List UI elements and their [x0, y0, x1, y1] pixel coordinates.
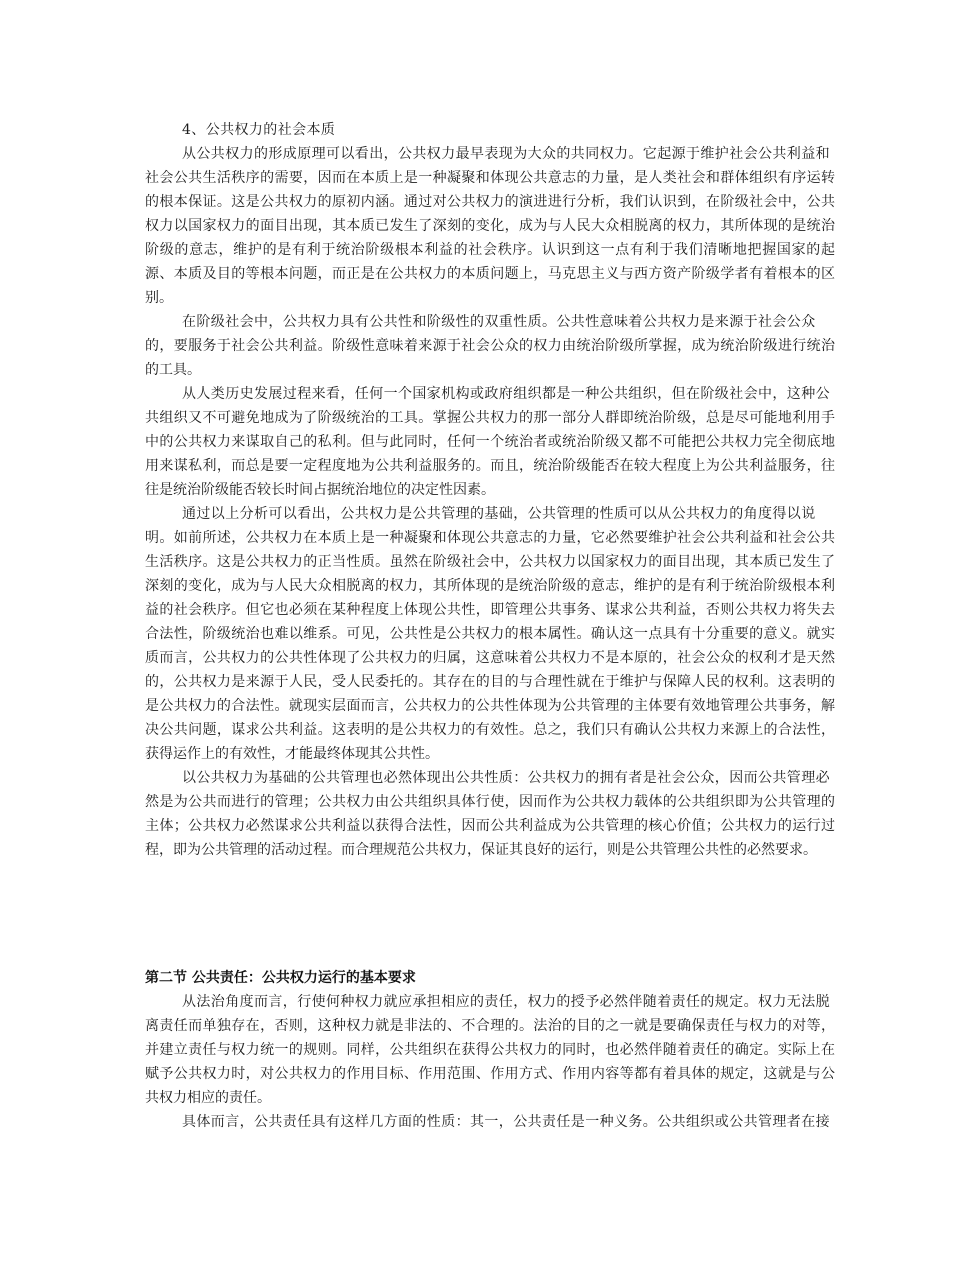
paragraph-line: 的，公共权力是来源于人民，受人民委托的。其存在的目的与合理性就在于维护与保障人民的权利。这表明的	[145, 674, 835, 690]
paragraph-line: 益的社会秩序。但它也必须在某种程度上体现公共性，即管理公共事务、谋求公共利益，否则公共权力将失去	[145, 602, 835, 618]
paragraph-line: 通过以上分析可以看出，公共权力是公共管理的基础，公共管理的性质可以从公共权力的角度得以说	[182, 506, 816, 522]
paragraph-line: 的工具。	[145, 362, 201, 378]
paragraph-line: 赋予公共权力时，对公共权力的作用目标、作用范围、作用方式、作用内容等都有着具体的规定，这就是与公	[145, 1066, 835, 1082]
paragraph-line: 程，即为公共管理的活动过程。而合理规范公共权力，保证其良好的运行，则是公共管理公共性的必然要求。	[145, 842, 817, 858]
paragraph-line: 从法治角度而言，行使何种权力就应承担相应的责任，权力的授予必然伴随着责任的规定。权力无法脱	[182, 994, 830, 1010]
paragraph-line: 权力以国家权力的面目出现，其本质已发生了深刻的变化，成为与人民大众相脱离的权力，其所体现的是统治	[145, 218, 835, 234]
paragraph-line: 具体而言，公共责任具有这样几方面的性质：其一，公共责任是一种义务。公共组织或公共管理者在接	[182, 1114, 830, 1130]
paragraph-line: 共组织又不可避免地成为了阶级统治的工具。掌握公共权力的那一部分人群即统治阶级，总是尽可能地利用手	[145, 410, 835, 426]
paragraph-line: 源、本质及目的等根本问题，而正是在公共权力的本质问题上，马克思主义与西方资产阶级学者有着根本的区	[145, 266, 835, 282]
paragraph-line: 往是统治阶级能否较长时间占据统治地位的决定性因素。	[145, 482, 495, 498]
paragraph	[145, 502, 835, 766]
paragraph-line: 生活秩序。这是公共权力的正当性质。虽然在阶级社会中，公共权力以国家权力的面目出现，其本质已发生了	[145, 554, 835, 570]
paragraph	[145, 142, 835, 310]
paragraph	[145, 766, 835, 862]
paragraph-line: 中的公共权力来谋取自己的私利。但与此同时，任何一个统治者或统治阶级又都不可能把公共权力完全彻底地	[145, 434, 835, 450]
paragraph-line: 的根本保证。这是公共权力的原初内涵。通过对公共权力的演进进行分析，我们认识到，在阶级社会中，公共	[145, 194, 835, 210]
paragraph	[145, 382, 835, 502]
section-heading: 第二节 公共责任：公共权力运行的基本要求	[145, 970, 416, 986]
subsection-heading: 4、公共权力的社会本质	[182, 122, 336, 138]
paragraph-line: 然是为公共而进行的管理；公共权力由公共组织具体行使，因而作为公共权力载体的公共组织即为公共管理的	[145, 794, 835, 810]
paragraph-line: 合法性，阶级统治也难以维系。可见，公共性是公共权力的根本属性。确认这一点具有十分重要的意义。就实	[145, 626, 835, 642]
paragraph	[145, 310, 835, 382]
paragraph-line: 是公共权力的合法性。就现实层面而言，公共权力的公共性体现为公共管理的主体要有效地管理公共事务，解	[145, 698, 835, 714]
paragraph-line: 从公共权力的形成原理可以看出，公共权力最早表现为大众的共同权力。它起源于维护社会公共利益和	[182, 146, 830, 162]
paragraph-line: 明。如前所述，公共权力在本质上是一种凝聚和体现公共意志的力量，它必然要维护社会公共利益和社会公共	[145, 530, 835, 546]
paragraph-line: 主体；公共权力必然谋求公共利益以获得合法性，因而公共利益成为公共管理的核心价值；公共权力的运行过	[145, 818, 835, 834]
paragraph-line: 决公共问题，谋求公共利益。这表明的是公共权力的有效性。总之，我们只有确认公共权力来源上的合法性，	[145, 722, 835, 738]
paragraph-line: 并建立责任与权力统一的规则。同样，公共组织在获得公共权力的同时，也必然伴随着责任的确定。实际上在	[145, 1042, 835, 1058]
section-public-responsibility	[145, 966, 835, 1134]
paragraph-line: 质而言，公共权力的公共性体现了公共权力的归属，这意味着公共权力不是本原的，社会公众的权利才是天然	[145, 650, 835, 666]
paragraph-line: 从人类历史发展过程来看，任何一个国家机构或政府组织都是一种公共组织，但在阶级社会中，这种公	[182, 386, 830, 402]
paragraph-line: 社会公共生活秩序的需要，因而在本质上是一种凝聚和体现公共意志的力量，是人类社会和群体组织有序运转	[145, 170, 835, 186]
paragraph-line: 别。	[145, 290, 173, 306]
paragraph-line: 用来谋私利，而总是要一定程度地为公共利益服务的。而且，统治阶级能否在较大程度上为公共利益服务，往	[145, 458, 835, 474]
paragraph-line: 在阶级社会中，公共权力具有公共性和阶级性的双重性质。公共性意味着公共权力是来源于社会公众	[182, 314, 816, 330]
subsection-public-power-nature	[145, 118, 835, 862]
paragraph	[145, 1110, 835, 1134]
paragraph-line: 的，要服务于社会公共利益。阶级性意味着来源于社会公众的权力由统治阶级所掌握，成为统治阶级进行统治	[145, 338, 835, 354]
paragraph-line: 阶级的意志，维护的是有利于统治阶级根本利益的社会秩序。认识到这一点有利于我们清晰地把握国家的起	[145, 242, 835, 258]
paragraph-line: 深刻的变化，成为与人民大众相脱离的权力，其所体现的是统治阶级的意志，维护的是有利于统治阶级根本利	[145, 578, 835, 594]
paragraph-line: 共权力相应的责任。	[145, 1090, 271, 1106]
paragraph-line: 获得运作上的有效性，才能最终体现其公共性。	[145, 746, 439, 762]
paragraph-line: 以公共权力为基础的公共管理也必然体现出公共性质：公共权力的拥有者是社会公众，因而公共管理必	[182, 770, 830, 786]
paragraph-line: 离责任而单独存在，否则，这种权力就是非法的、不合理的。法治的目的之一就是要确保责任与权力的对等，	[145, 1018, 835, 1034]
paragraph	[145, 990, 835, 1110]
